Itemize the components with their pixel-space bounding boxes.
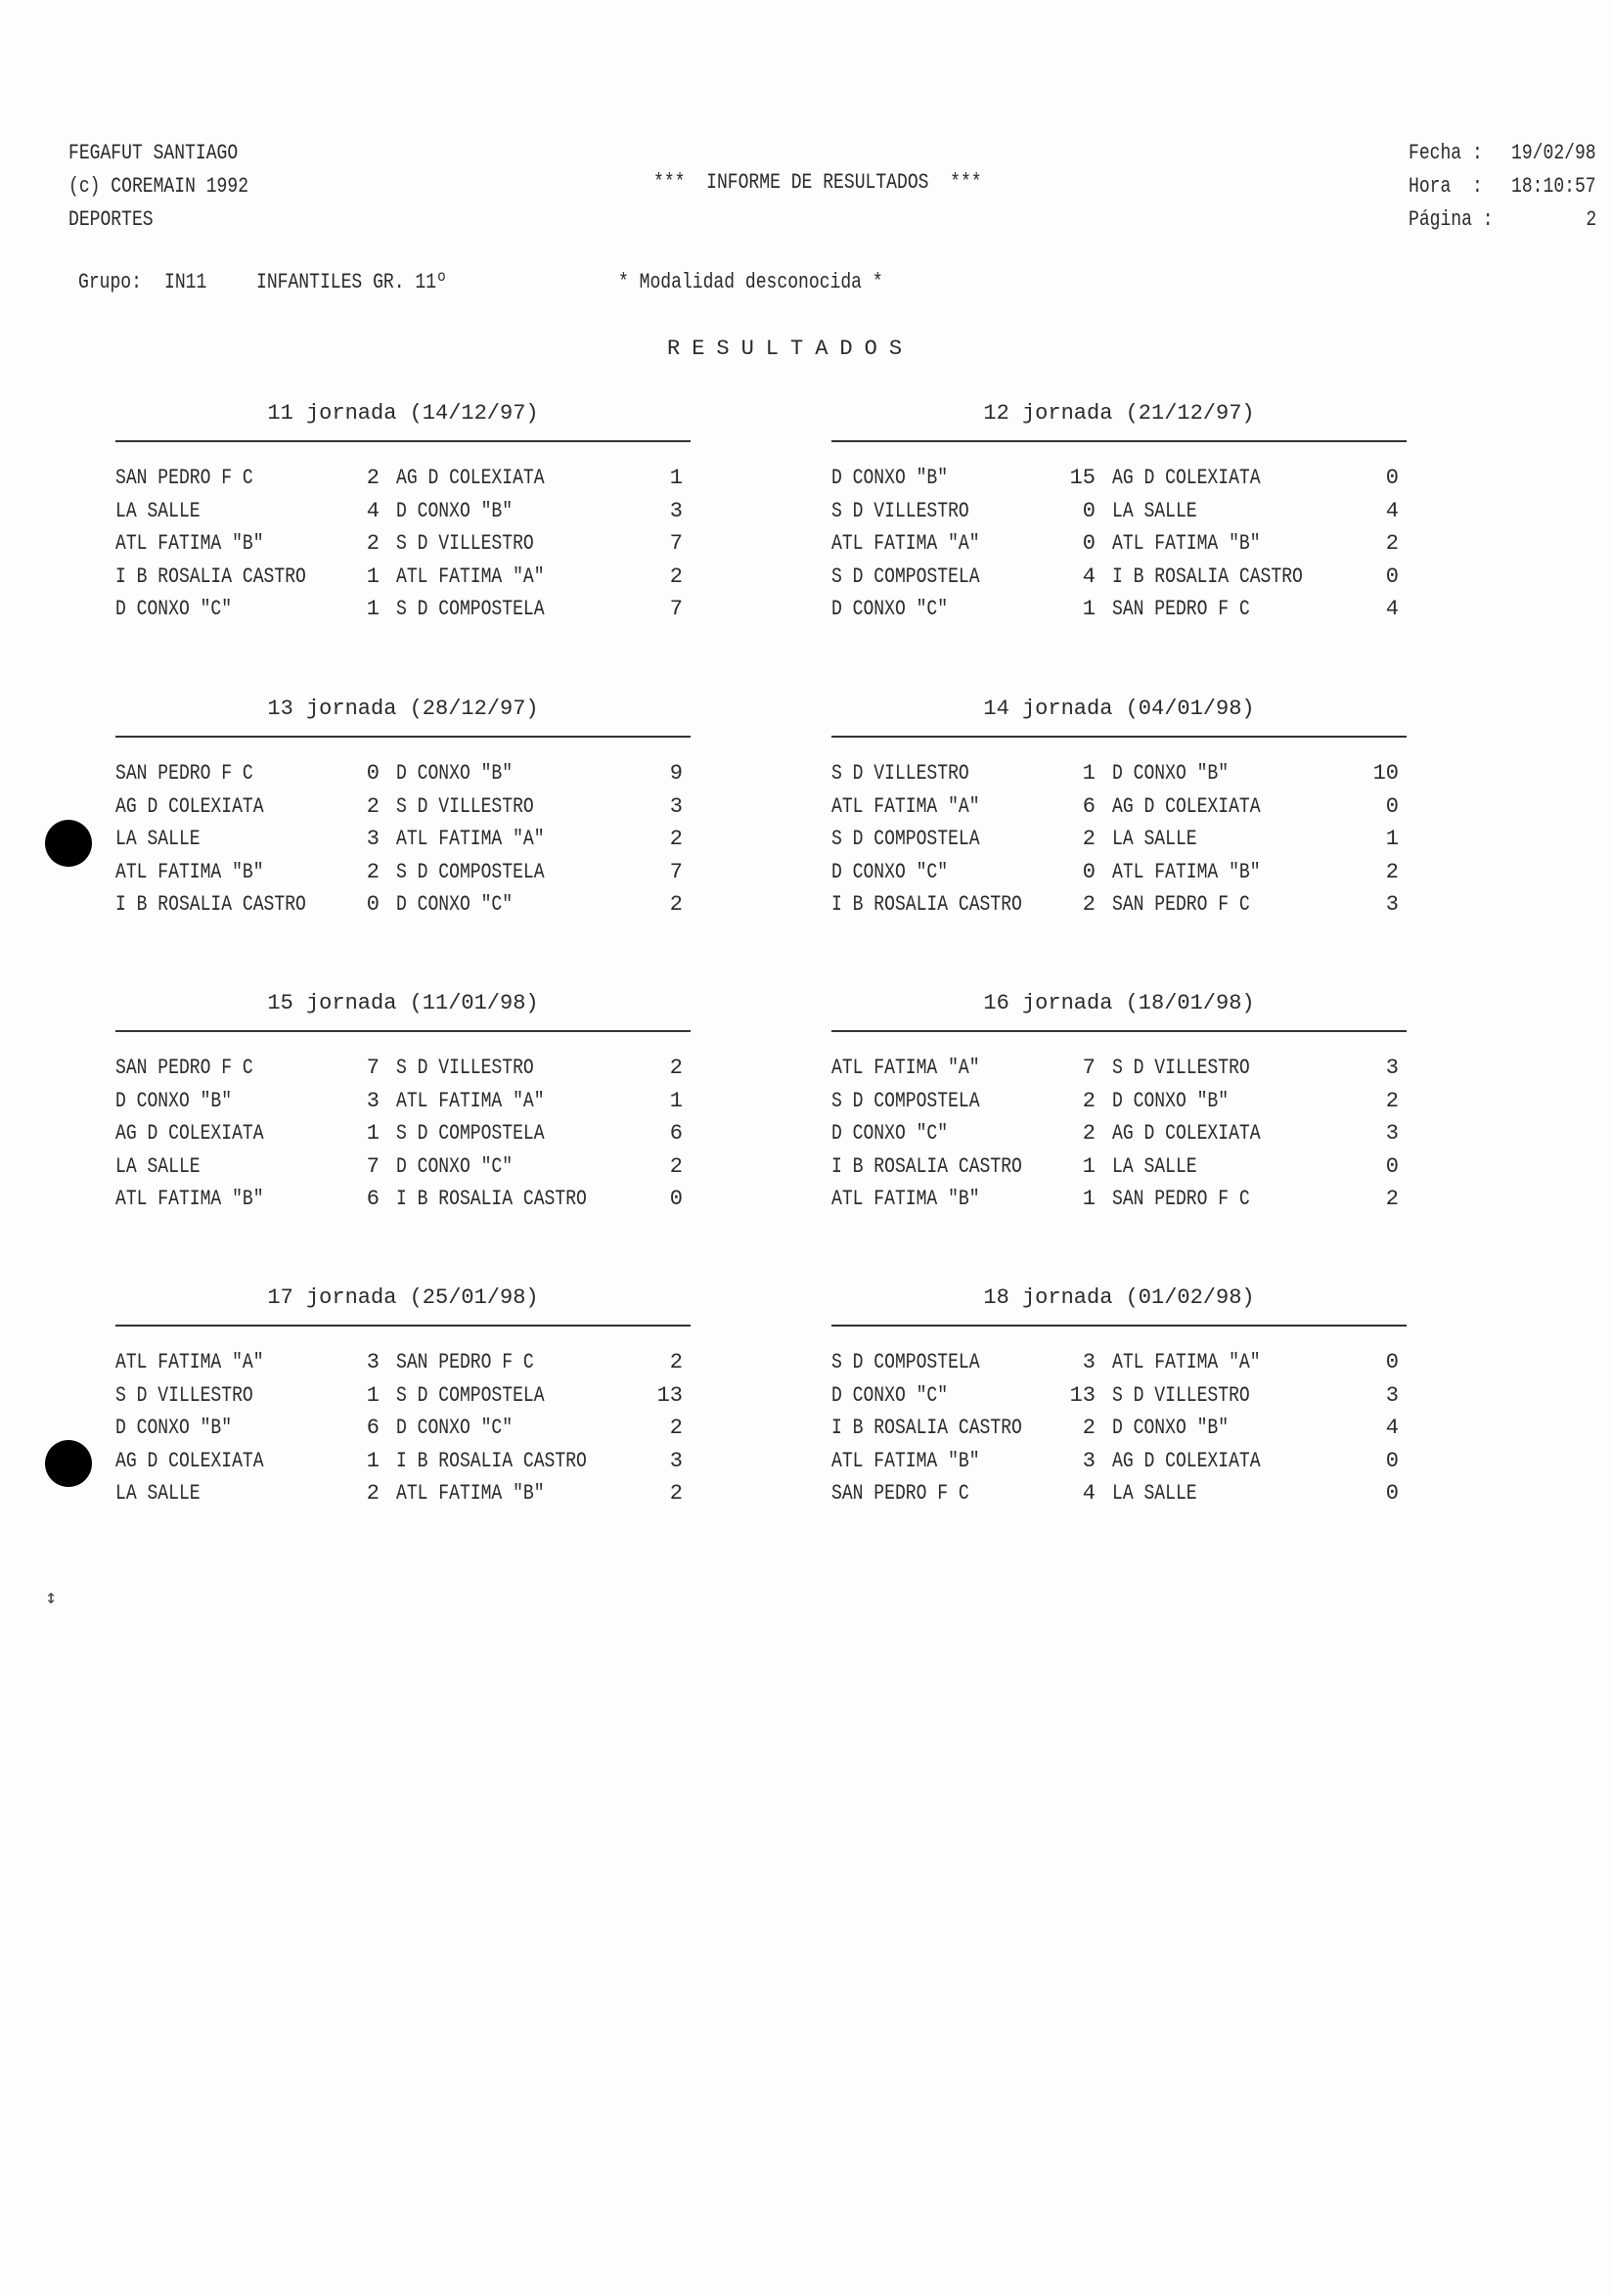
away-team: D CONXO "B" bbox=[396, 761, 514, 786]
match-row bbox=[831, 1350, 1407, 1383]
away-score: 1 bbox=[1385, 827, 1399, 852]
match-row bbox=[115, 827, 691, 860]
section-title: RESULTADOS bbox=[667, 337, 915, 361]
home-score: 2 bbox=[1082, 1121, 1096, 1147]
group-label: Grupo: bbox=[78, 270, 142, 294]
away-team: ATL FATIMA "B" bbox=[1112, 531, 1261, 557]
group-modality: * Modalidad desconocida * bbox=[618, 270, 883, 294]
fecha-value: 19/02/98 bbox=[1511, 141, 1596, 165]
home-score: 2 bbox=[1082, 827, 1096, 852]
home-team: D CONXO "C" bbox=[831, 1382, 949, 1408]
home-score: 2 bbox=[1082, 1088, 1096, 1113]
away-team: AG D COLEXIATA bbox=[1112, 466, 1261, 490]
match-row bbox=[831, 827, 1407, 860]
home-team: SAN PEDRO F C bbox=[115, 1056, 253, 1080]
away-team: D CONXO "B" bbox=[1112, 761, 1230, 786]
match-row bbox=[115, 892, 691, 925]
home-score: 1 bbox=[366, 1448, 380, 1473]
department-line: DEPORTES bbox=[68, 207, 154, 232]
home-team: S D VILLESTRO bbox=[831, 498, 969, 523]
home-score: 7 bbox=[366, 1153, 380, 1179]
away-score: 3 bbox=[1385, 892, 1399, 918]
home-team: D CONXO "B" bbox=[115, 1088, 233, 1113]
match-row bbox=[115, 1383, 691, 1417]
away-score: 0 bbox=[1385, 563, 1399, 589]
round-title: 18 jornada (01/02/98) bbox=[983, 1285, 1255, 1310]
away-score: 2 bbox=[1385, 859, 1399, 884]
home-score: 15 bbox=[1069, 466, 1096, 490]
away-score: 2 bbox=[669, 1481, 683, 1507]
away-team: AG D COLEXIATA bbox=[1112, 1448, 1261, 1473]
home-score: 1 bbox=[1082, 597, 1096, 622]
home-score: 2 bbox=[366, 466, 380, 490]
home-team: SAN PEDRO F C bbox=[831, 1481, 969, 1507]
home-score: 4 bbox=[1082, 1481, 1096, 1507]
match-row bbox=[831, 1089, 1407, 1122]
home-score: 0 bbox=[366, 892, 380, 918]
away-team: S D COMPOSTELA bbox=[396, 597, 545, 622]
home-score: 3 bbox=[366, 1088, 380, 1113]
round-divider bbox=[831, 736, 1407, 738]
away-team: LA SALLE bbox=[1112, 1481, 1197, 1507]
away-score: 2 bbox=[669, 1056, 683, 1080]
round-divider bbox=[831, 1325, 1407, 1327]
away-team: AG D COLEXIATA bbox=[396, 466, 545, 490]
home-team: ATL FATIMA "B" bbox=[831, 1448, 980, 1473]
away-team: S D VILLESTRO bbox=[396, 793, 534, 819]
round-title: 15 jornada (11/01/98) bbox=[267, 991, 539, 1015]
home-team: I B ROSALIA CASTRO bbox=[115, 563, 306, 589]
fecha-label: Fecha : bbox=[1409, 141, 1483, 165]
match-row bbox=[831, 531, 1407, 564]
away-team: D CONXO "B" bbox=[1112, 1416, 1230, 1441]
home-team: I B ROSALIA CASTRO bbox=[831, 892, 1022, 918]
match-row bbox=[831, 892, 1407, 925]
home-team: S D VILLESTRO bbox=[115, 1382, 253, 1408]
home-score: 6 bbox=[1082, 793, 1096, 819]
away-score: 2 bbox=[669, 827, 683, 852]
round-divider bbox=[831, 1030, 1407, 1032]
home-team: S D COMPOSTELA bbox=[831, 1088, 980, 1113]
away-team: LA SALLE bbox=[1112, 827, 1197, 852]
away-score: 13 bbox=[656, 1382, 683, 1408]
home-team: D CONXO "B" bbox=[115, 1416, 233, 1441]
match-row bbox=[831, 499, 1407, 532]
away-score: 0 bbox=[1385, 793, 1399, 819]
match-row bbox=[115, 531, 691, 564]
home-score: 7 bbox=[366, 1056, 380, 1080]
away-team: D CONXO "C" bbox=[396, 892, 514, 918]
home-score: 3 bbox=[366, 827, 380, 852]
round-title: 16 jornada (18/01/98) bbox=[983, 991, 1255, 1015]
margin-arrow-icon: ↕ bbox=[45, 1585, 58, 1608]
away-score: 2 bbox=[669, 892, 683, 918]
away-score: 0 bbox=[1385, 466, 1399, 490]
home-team: D CONXO "C" bbox=[831, 1121, 949, 1147]
home-score: 1 bbox=[366, 1382, 380, 1408]
match-row bbox=[831, 1481, 1407, 1514]
match-row bbox=[115, 1449, 691, 1482]
round-title: 14 jornada (04/01/98) bbox=[983, 697, 1255, 721]
home-team: D CONXO "C" bbox=[831, 859, 949, 884]
away-score: 3 bbox=[669, 498, 683, 523]
home-team: I B ROSALIA CASTRO bbox=[831, 1153, 1022, 1179]
match-row bbox=[115, 1350, 691, 1383]
away-score: 4 bbox=[1385, 597, 1399, 622]
away-team: SAN PEDRO F C bbox=[1112, 597, 1250, 622]
home-score: 1 bbox=[1082, 761, 1096, 786]
away-score: 3 bbox=[669, 793, 683, 819]
away-team: I B ROSALIA CASTRO bbox=[396, 1187, 587, 1212]
away-score: 2 bbox=[669, 1153, 683, 1179]
hora-label: Hora : bbox=[1409, 174, 1483, 199]
away-team: S D COMPOSTELA bbox=[396, 859, 545, 884]
match-row bbox=[115, 1089, 691, 1122]
home-score: 13 bbox=[1069, 1382, 1096, 1408]
pagina-value: 2 bbox=[1586, 207, 1596, 232]
match-row bbox=[831, 1416, 1407, 1449]
report-title: *** INFORME DE RESULTADOS *** bbox=[653, 170, 982, 195]
home-team: ATL FATIMA "B" bbox=[831, 1187, 980, 1212]
home-score: 0 bbox=[366, 761, 380, 786]
match-row bbox=[831, 597, 1407, 630]
home-score: 1 bbox=[1082, 1187, 1096, 1212]
away-score: 0 bbox=[1385, 1350, 1399, 1374]
away-score: 2 bbox=[669, 563, 683, 589]
away-score: 2 bbox=[1385, 1187, 1399, 1212]
away-score: 7 bbox=[669, 531, 683, 557]
away-score: 10 bbox=[1372, 761, 1399, 786]
home-score: 1 bbox=[366, 1121, 380, 1147]
away-score: 6 bbox=[669, 1121, 683, 1147]
away-team: AG D COLEXIATA bbox=[1112, 1121, 1261, 1147]
away-score: 1 bbox=[669, 466, 683, 490]
match-row bbox=[115, 564, 691, 598]
away-team: ATL FATIMA "A" bbox=[396, 1088, 545, 1113]
home-score: 2 bbox=[1082, 892, 1096, 918]
org-name: FEGAFUT SANTIAGO bbox=[68, 141, 239, 165]
home-team: AG D COLEXIATA bbox=[115, 1448, 264, 1473]
pagina-label: Página : bbox=[1409, 207, 1494, 232]
round-title: 17 jornada (25/01/98) bbox=[267, 1285, 539, 1310]
home-team: LA SALLE bbox=[115, 827, 201, 852]
away-score: 2 bbox=[669, 1350, 683, 1374]
match-row bbox=[115, 1187, 691, 1220]
round-divider bbox=[115, 1325, 691, 1327]
away-score: 0 bbox=[1385, 1481, 1399, 1507]
match-row bbox=[115, 761, 691, 794]
away-team: I B ROSALIA CASTRO bbox=[1112, 563, 1303, 589]
match-row bbox=[831, 860, 1407, 893]
round-title: 12 jornada (21/12/97) bbox=[983, 401, 1255, 426]
match-row bbox=[831, 1449, 1407, 1482]
round-title: 11 jornada (14/12/97) bbox=[267, 401, 539, 426]
match-row bbox=[831, 1121, 1407, 1154]
home-score: 2 bbox=[366, 859, 380, 884]
home-score: 0 bbox=[1082, 859, 1096, 884]
match-row bbox=[115, 860, 691, 893]
home-score: 2 bbox=[366, 531, 380, 557]
home-score: 1 bbox=[366, 597, 380, 622]
group-code: IN11 bbox=[164, 270, 207, 294]
home-team: LA SALLE bbox=[115, 1481, 201, 1507]
home-team: ATL FATIMA "B" bbox=[115, 1187, 264, 1212]
match-row bbox=[115, 1154, 691, 1188]
home-score: 2 bbox=[1082, 1416, 1096, 1441]
round-title: 13 jornada (28/12/97) bbox=[267, 697, 539, 721]
home-score: 1 bbox=[366, 563, 380, 589]
away-score: 4 bbox=[1385, 498, 1399, 523]
away-team: ATL FATIMA "B" bbox=[396, 1481, 545, 1507]
home-team: ATL FATIMA "B" bbox=[115, 531, 264, 557]
punch-hole-bottom bbox=[45, 1440, 92, 1487]
away-score: 3 bbox=[1385, 1121, 1399, 1147]
home-team: ATL FATIMA "A" bbox=[115, 1350, 264, 1374]
home-team: I B ROSALIA CASTRO bbox=[831, 1416, 1022, 1441]
home-score: 3 bbox=[366, 1350, 380, 1374]
away-score: 2 bbox=[669, 1416, 683, 1441]
home-team: LA SALLE bbox=[115, 1153, 201, 1179]
away-team: S D COMPOSTELA bbox=[396, 1382, 545, 1408]
away-score: 0 bbox=[1385, 1153, 1399, 1179]
home-team: ATL FATIMA "B" bbox=[115, 859, 264, 884]
away-team: LA SALLE bbox=[1112, 1153, 1197, 1179]
away-score: 0 bbox=[1385, 1448, 1399, 1473]
away-team: AG D COLEXIATA bbox=[1112, 793, 1261, 819]
match-row bbox=[115, 466, 691, 499]
away-score: 7 bbox=[669, 859, 683, 884]
away-score: 2 bbox=[1385, 1088, 1399, 1113]
home-team: S D COMPOSTELA bbox=[831, 1350, 980, 1374]
match-row bbox=[831, 466, 1407, 499]
match-row bbox=[831, 794, 1407, 828]
home-team: AG D COLEXIATA bbox=[115, 793, 264, 819]
away-score: 4 bbox=[1385, 1416, 1399, 1441]
away-team: S D VILLESTRO bbox=[1112, 1056, 1250, 1080]
home-team: D CONXO "C" bbox=[115, 597, 233, 622]
punch-hole-top bbox=[45, 820, 92, 867]
away-team: I B ROSALIA CASTRO bbox=[396, 1448, 587, 1473]
match-row bbox=[831, 761, 1407, 794]
home-team: ATL FATIMA "A" bbox=[831, 531, 980, 557]
match-row bbox=[831, 1154, 1407, 1188]
match-row bbox=[115, 1121, 691, 1154]
home-score: 6 bbox=[366, 1416, 380, 1441]
away-team: ATL FATIMA "A" bbox=[1112, 1350, 1261, 1374]
away-score: 3 bbox=[1385, 1382, 1399, 1408]
away-team: D CONXO "B" bbox=[1112, 1088, 1230, 1113]
away-score: 3 bbox=[669, 1448, 683, 1473]
away-team: ATL FATIMA "A" bbox=[396, 827, 545, 852]
match-row bbox=[115, 1481, 691, 1514]
home-score: 0 bbox=[1082, 531, 1096, 557]
home-team: ATL FATIMA "A" bbox=[831, 1056, 980, 1080]
home-score: 1 bbox=[1082, 1153, 1096, 1179]
home-team: S D VILLESTRO bbox=[831, 761, 969, 786]
home-score: 3 bbox=[1082, 1448, 1096, 1473]
match-row bbox=[115, 1056, 691, 1089]
home-team: AG D COLEXIATA bbox=[115, 1121, 264, 1147]
match-row bbox=[831, 1056, 1407, 1089]
away-score: 2 bbox=[1385, 531, 1399, 557]
away-score: 0 bbox=[669, 1187, 683, 1212]
away-team: D CONXO "C" bbox=[396, 1153, 514, 1179]
home-team: SAN PEDRO F C bbox=[115, 466, 253, 490]
home-score: 3 bbox=[1082, 1350, 1096, 1374]
away-team: ATL FATIMA "A" bbox=[396, 563, 545, 589]
match-row bbox=[115, 794, 691, 828]
away-score: 9 bbox=[669, 761, 683, 786]
away-team: S D COMPOSTELA bbox=[396, 1121, 545, 1147]
round-divider bbox=[831, 440, 1407, 442]
home-team: D CONXO "C" bbox=[831, 597, 949, 622]
match-row bbox=[831, 1187, 1407, 1220]
hora-value: 18:10:57 bbox=[1511, 174, 1596, 199]
match-row bbox=[831, 1383, 1407, 1417]
home-score: 6 bbox=[366, 1187, 380, 1212]
group-name: INFANTILES GR. 11º bbox=[256, 270, 447, 294]
away-team: SAN PEDRO F C bbox=[1112, 892, 1250, 918]
away-team: SAN PEDRO F C bbox=[396, 1350, 534, 1374]
home-score: 4 bbox=[1082, 563, 1096, 589]
away-team: LA SALLE bbox=[1112, 498, 1197, 523]
away-team: S D VILLESTRO bbox=[396, 531, 534, 557]
home-team: LA SALLE bbox=[115, 498, 201, 523]
away-team: D CONXO "C" bbox=[396, 1416, 514, 1441]
away-team: SAN PEDRO F C bbox=[1112, 1187, 1250, 1212]
home-score: 2 bbox=[366, 1481, 380, 1507]
match-row bbox=[115, 597, 691, 630]
home-team: D CONXO "B" bbox=[831, 466, 949, 490]
match-row bbox=[115, 1416, 691, 1449]
home-team: ATL FATIMA "A" bbox=[831, 793, 980, 819]
away-score: 7 bbox=[669, 597, 683, 622]
home-score: 2 bbox=[366, 793, 380, 819]
away-team: ATL FATIMA "B" bbox=[1112, 859, 1261, 884]
round-divider bbox=[115, 736, 691, 738]
away-team: D CONXO "B" bbox=[396, 498, 514, 523]
home-score: 4 bbox=[366, 498, 380, 523]
home-score: 7 bbox=[1082, 1056, 1096, 1080]
away-score: 3 bbox=[1385, 1056, 1399, 1080]
home-team: SAN PEDRO F C bbox=[115, 761, 253, 786]
round-divider bbox=[115, 440, 691, 442]
home-score: 0 bbox=[1082, 498, 1096, 523]
round-divider bbox=[115, 1030, 691, 1032]
home-team: I B ROSALIA CASTRO bbox=[115, 892, 306, 918]
home-team: S D COMPOSTELA bbox=[831, 563, 980, 589]
away-team: S D VILLESTRO bbox=[396, 1056, 534, 1080]
copyright-line: (c) COREMAIN 1992 bbox=[68, 174, 249, 199]
away-score: 1 bbox=[669, 1088, 683, 1113]
match-row bbox=[115, 499, 691, 532]
home-team: S D COMPOSTELA bbox=[831, 827, 980, 852]
away-team: S D VILLESTRO bbox=[1112, 1382, 1250, 1408]
match-row bbox=[831, 564, 1407, 598]
